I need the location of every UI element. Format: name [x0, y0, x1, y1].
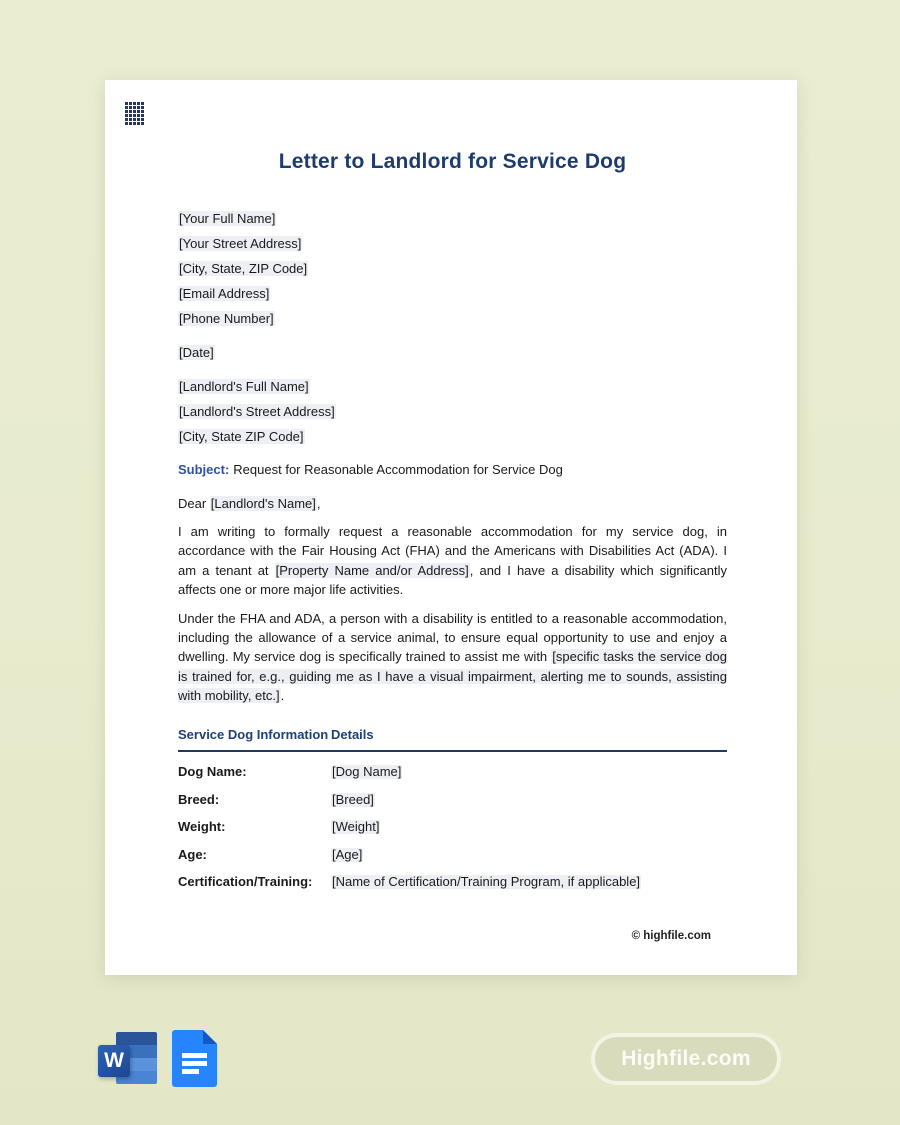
placeholder-your-full-name: [Your Full Name]	[179, 211, 276, 226]
body-paragraph-1	[178, 522, 727, 600]
word-letter-tile: W	[98, 1045, 130, 1077]
placeholder-certification-program: [Name of Certification/Training Program, if applicable]	[332, 874, 641, 890]
body-paragraph-2	[178, 609, 727, 706]
subject-label: Subject:	[178, 462, 230, 477]
placeholder-breed: [Breed]	[332, 791, 374, 807]
dots-grid-logo-icon	[125, 102, 144, 125]
subject-text: Request for Reasonable Accommodation for Service Dog	[233, 462, 563, 477]
placeholder-date: [Date]	[179, 345, 214, 360]
salutation-suffix: ,	[316, 496, 321, 511]
placeholder-weight: [Weight]	[332, 819, 380, 835]
table-row	[178, 793, 727, 807]
row-label-breed: Breed:	[178, 791, 220, 807]
placeholder-landlord-name: [Landlord's Name]	[210, 496, 316, 511]
table-header-details: Details	[331, 726, 374, 742]
highfile-brand-button[interactable]: Highfile.com	[595, 1037, 777, 1081]
placeholder-property-name-address: [Property Name and/or Address]	[275, 562, 469, 578]
paragraph-text: Under the FHA and ADA, a person with a disability is entitled to a reasonable accommodation, including the allowance of a service animal, to ensure equal opportunity to use and enjoy a dwelling. My service dog is specifically trained to assist me with	[178, 610, 727, 665]
sender-line	[178, 281, 727, 306]
paragraph-text: , and I have a disability which significantly affects one or more major life activities.	[178, 562, 727, 598]
microsoft-word-icon[interactable]	[98, 1032, 157, 1087]
placeholder-age: [Age]	[332, 846, 363, 862]
recipient-line	[178, 374, 727, 399]
salutation-prefix: Dear	[178, 496, 210, 511]
table-header-row	[178, 727, 727, 752]
row-label-age: Age:	[178, 846, 207, 862]
salutation-line	[178, 491, 727, 516]
table-row	[178, 820, 727, 834]
docs-folded-corner	[203, 1030, 217, 1044]
sender-line	[178, 256, 727, 281]
placeholder-landlord-full-name: [Landlord's Full Name]	[179, 379, 309, 394]
table-row	[178, 765, 727, 779]
recipient-line	[178, 399, 727, 424]
row-label-certification-training: Certification/Training:	[178, 874, 313, 890]
recipient-line	[178, 424, 727, 449]
service-dog-info-table	[178, 727, 727, 890]
docs-text-line	[182, 1061, 207, 1066]
placeholder-landlord-city-state-zip: [City, State ZIP Code]	[179, 429, 304, 444]
row-label-dog-name: Dog Name:	[178, 764, 247, 780]
date-line	[178, 340, 727, 365]
document-page	[105, 80, 797, 975]
placeholder-dog-name: [Dog Name]	[332, 764, 402, 780]
paragraph-text: I am writing to formally request a reasonable accommodation for my service dog, in accordance with the Fair Housing Act (FHA) and the Americans with Disabilities Act (ADA). I am a tenant at	[178, 524, 727, 578]
docs-text-line	[182, 1069, 199, 1074]
docs-text-line	[182, 1053, 207, 1058]
placeholder-phone-number: [Phone Number]	[179, 311, 274, 326]
table-row	[178, 875, 727, 889]
placeholder-city-state-zip: [City, State, ZIP Code]	[179, 261, 308, 276]
subject-line	[178, 457, 727, 482]
sender-address-block	[178, 206, 727, 331]
sender-line	[178, 306, 727, 331]
row-label-weight: Weight:	[178, 819, 226, 835]
table-header-service-dog-information: Service Dog Information	[178, 726, 329, 742]
google-docs-icon[interactable]	[172, 1030, 217, 1087]
page-title: Letter to Landlord for Service Dog	[278, 150, 627, 173]
placeholder-landlord-street-address: [Landlord's Street Address]	[179, 404, 335, 419]
placeholder-your-street-address: [Your Street Address]	[179, 236, 302, 251]
sender-line	[178, 206, 727, 231]
copyright-credit: © highfile.com	[631, 930, 711, 942]
table-row	[178, 848, 727, 862]
sender-line	[178, 231, 727, 256]
placeholder-email-address: [Email Address]	[179, 286, 270, 301]
paragraph-text: .	[280, 688, 285, 704]
recipient-address-block	[178, 374, 727, 449]
placeholder-service-dog-tasks: [specific tasks the service dog is trained for, e.g., guiding me as I have a visual impairment, alerting me to sounds, assisting with mobility, etc.]	[178, 649, 727, 704]
